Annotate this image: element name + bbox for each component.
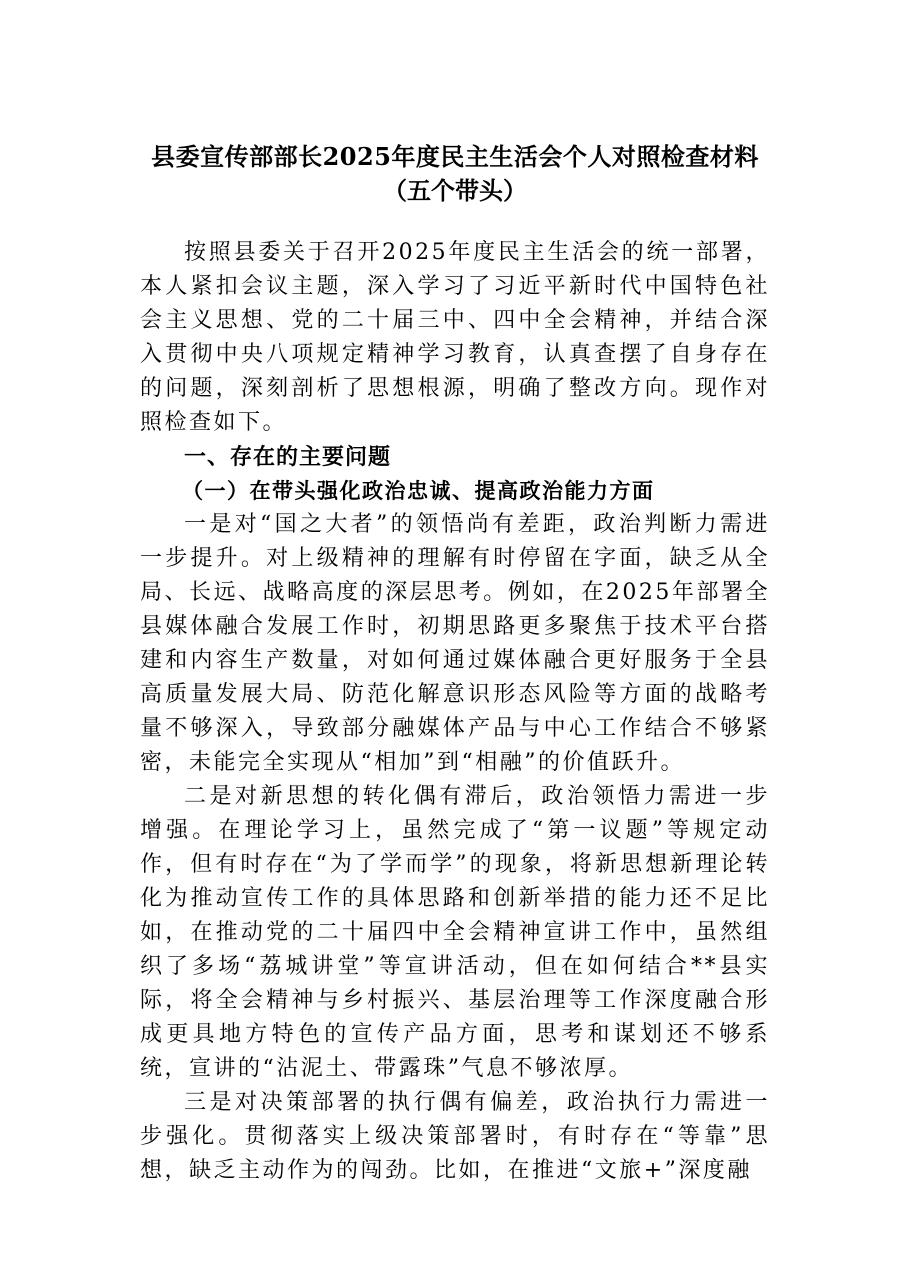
body-paragraph-2: 二是对新思想的转化偶有滞后，政治领悟力需进一步增强。在理论学习上，虽然完成了“第一议题”等规定动作，但有时存在“为了学而学”的现象，将新思想新理论转化为推动宣传工作的具体思路和创新举措的能力还不足比如，在推动党的二十届四中全会精神宣讲工作中，虽然组织了多场“荔城讲堂”等宣讲活动，但在如何结合**县实际，将全会精神与乡村振兴、基层治理等工作深度融合形成更具地方特色的宣传产品方面，思考和谋划还不够系统，宣讲的“沾泥土、带露珠”气息不够浓厚。	[140, 784, 770, 1081]
section-heading: 一、存在的主要问题	[184, 444, 392, 470]
body-paragraph-1: 一是对“国之大者”的领悟尚有差距，政治判断力需进一步提升。对上级精神的理解有时停留在字面，缺乏从全局、长远、战略高度的深层思考。例如，在2025年部署全县媒体融合发展工作时，初期思路更多聚焦于技术平台搭建和内容生产数量，对如何通过媒体融合更好服务于全县高质量发展大局、防范化解意识形态风险等方面的战略考量不够深入，导致部分融媒体产品与中心工作结合不够紧密，未能完全实现从“相加”到“相融”的价值跃升。	[140, 512, 770, 775]
document-title: 县委宣传部部长2025年度民主生活会个人对照检查材料	[151, 142, 759, 171]
intro-paragraph: 按照县委关于召开2025年度民主生活会的统一部署，本人紧扣会议主题，深入学习了习近平新时代中国特色社会主义思想、党的二十届三中、四中全会精神，并结合深入贯彻中央八项规定精神学习教育，认真查摆了自身存在的问题，深刻剖析了思想根源，明确了整改方向。现作对照检查如下。	[140, 240, 770, 435]
body-paragraph-3: 三是对决策部署的执行偶有偏差，政治执行力需进一步强化。贯彻落实上级决策部署时，有时存在“等靠”思想，缺乏主动作为的闯劲。比如，在推进“文旅+”深度融	[140, 1090, 770, 1183]
document-body	[140, 140, 770, 1188]
document-subtitle: （五个带头）	[383, 176, 527, 205]
subsection-heading: （一）在带头强化政治忠诚、提高政治能力方面	[182, 478, 655, 503]
